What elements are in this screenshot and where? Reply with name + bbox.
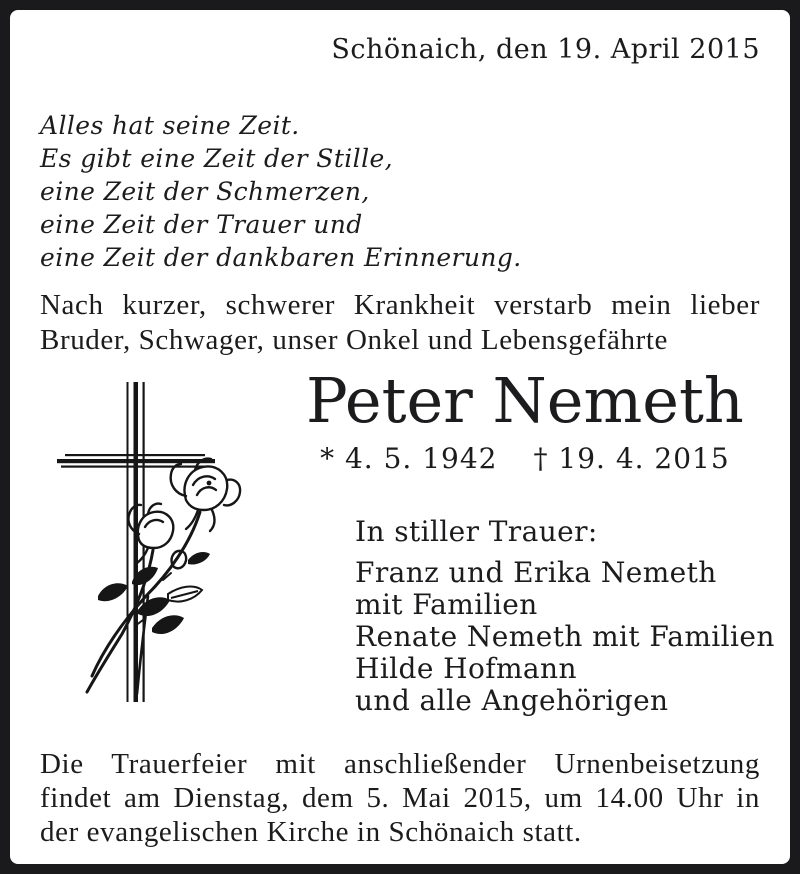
mourner-line: Hilde Hofmann bbox=[355, 652, 577, 685]
mourning-block bbox=[355, 517, 775, 717]
artwork-column bbox=[40, 366, 275, 702]
funeral-paragraph bbox=[40, 747, 760, 849]
funeral-line: der evangelischen Kirche in Schönaich statt. bbox=[40, 816, 582, 848]
intro-line: Nach kurzer, schwerer Krankheit verstarb mein lieber bbox=[40, 289, 760, 321]
deceased-name: Peter Nemeth bbox=[305, 364, 744, 437]
death-date: † 19. 4. 2015 bbox=[533, 442, 730, 475]
life-dates bbox=[275, 442, 775, 475]
roses-icon bbox=[87, 459, 240, 694]
mourner-line: mit Familien bbox=[355, 588, 538, 621]
birth-date: * 4. 5. 1942 bbox=[320, 442, 498, 475]
cross-and-roses-art bbox=[40, 382, 275, 702]
announcement-column bbox=[275, 366, 790, 717]
mourner-line: und alle Angehörigen bbox=[355, 684, 669, 717]
poem bbox=[40, 109, 760, 274]
main-section bbox=[40, 364, 775, 717]
mourner-line: Franz und Erika Nemeth bbox=[355, 556, 717, 589]
intro-line: Bruder, Schwager, unser Onkel und Lebensgefährte bbox=[40, 324, 669, 356]
rose-leaf-outline-icon bbox=[168, 587, 202, 602]
mourner-line: Renate Nemeth mit Familien bbox=[355, 620, 775, 653]
poem-line: eine Zeit der dankbaren Erinnerung. bbox=[40, 243, 522, 272]
funeral-line: findet am Dienstag, dem 5. Mai 2015, um 14.00 Uhr in bbox=[40, 782, 760, 814]
obituary-notice bbox=[10, 10, 790, 864]
poem-line: eine Zeit der Trauer und bbox=[40, 210, 363, 239]
poem-line: Es gibt eine Zeit der Stille, bbox=[40, 144, 394, 173]
funeral-line: Die Trauerfeier mit anschließender Urnenbeisetzung bbox=[40, 748, 760, 780]
poem-line: Alles hat seine Zeit. bbox=[40, 111, 300, 140]
cross-icon bbox=[57, 382, 215, 702]
intro-paragraph bbox=[40, 288, 760, 358]
mourning-header: In stiller Trauer: bbox=[355, 515, 598, 548]
mourners-list bbox=[355, 557, 775, 717]
dateline: Schönaich, den 19. April 2015 bbox=[331, 34, 760, 65]
poem-line: eine Zeit der Schmerzen, bbox=[40, 177, 370, 206]
